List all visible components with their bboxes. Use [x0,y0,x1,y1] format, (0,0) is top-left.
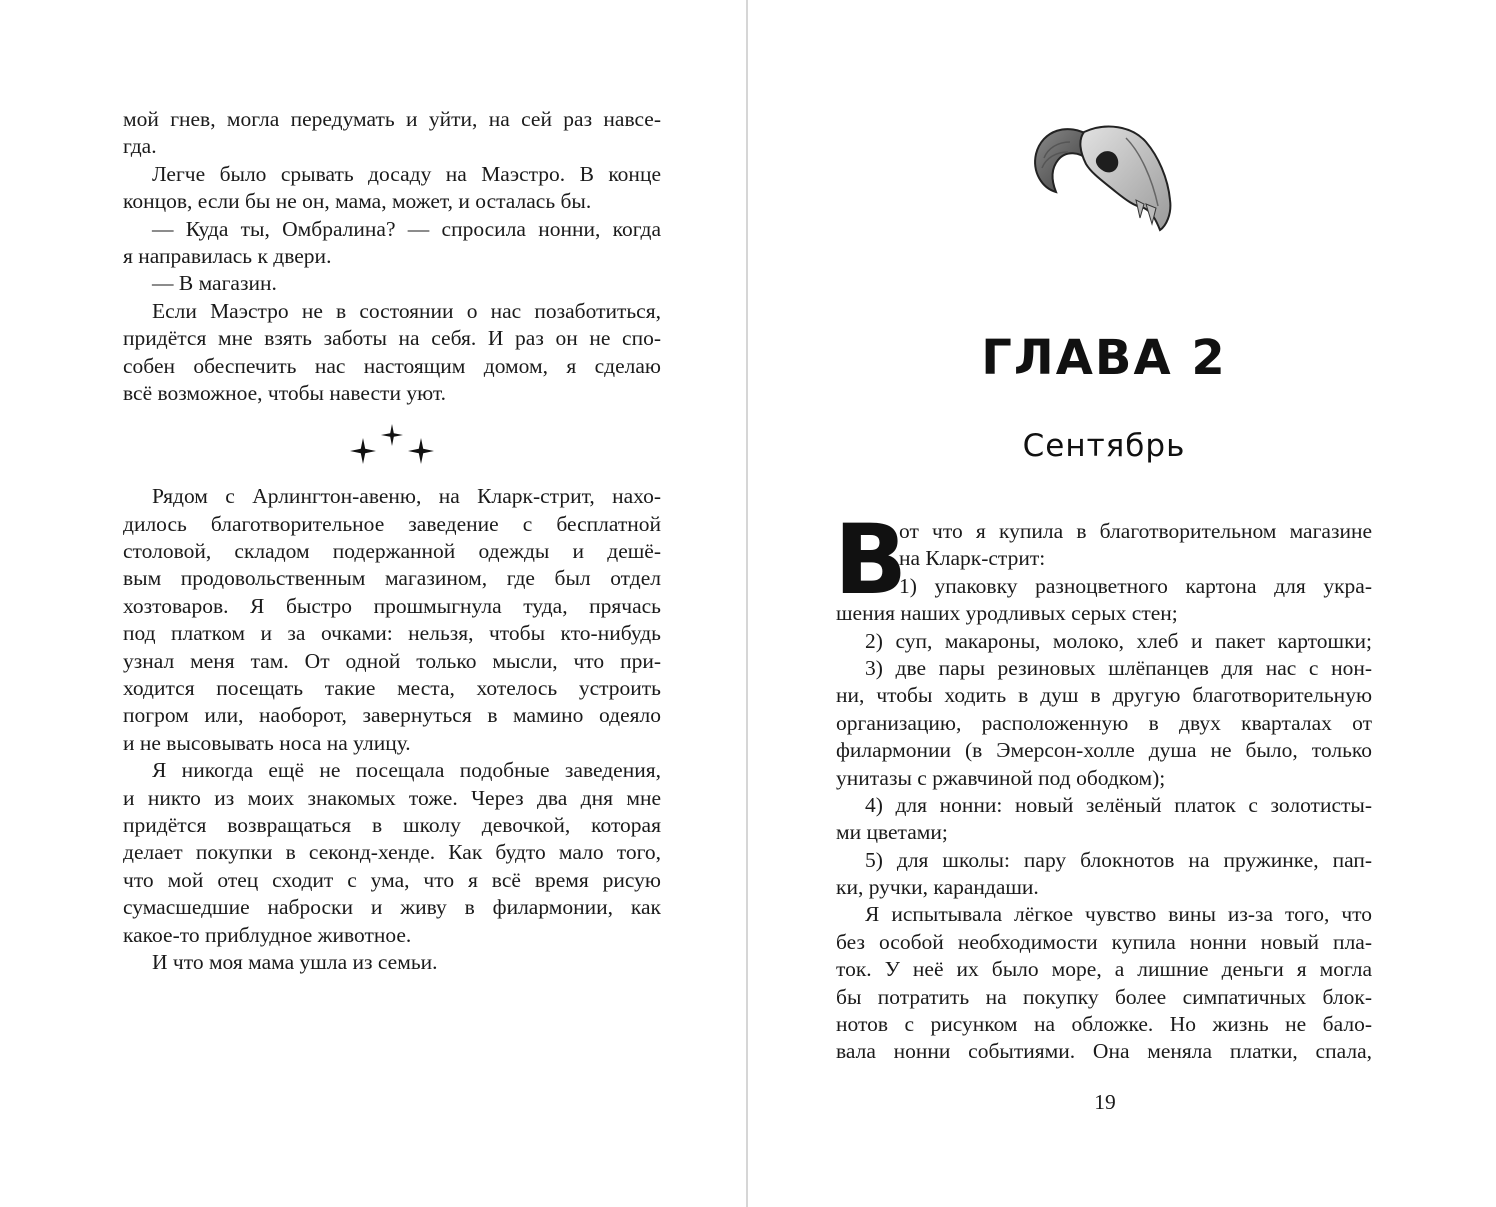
section-separator [123,407,661,483]
text-line: вала нонни событиями. Она меняла платки, спала, [836,1039,1372,1064]
text-line: унитазы с ржавчиной под ободком); [836,765,1166,790]
text-line: я направилась к двери. [123,243,332,268]
text-line: придётся возвращаться в школу девочкой, которая [123,812,661,837]
text-line: под платком и за очками: нельзя, чтобы кто-нибудь [123,621,661,646]
text-line: узнал меня там. От одной только мысли, что при- [123,648,661,673]
chapter-title: ГЛАВА 2 [981,330,1227,386]
text-line: Легче было срывать досаду на Маэстро. В конце [152,161,661,186]
text-line: организацию, расположенную в двух кварталах от [836,710,1372,735]
text-line: сумасшедшие наброски и живу в филармонии, как [123,895,661,920]
text-line: собен обеспечить нас настоящим домом, я сделаю [123,353,661,378]
text-line: от что я купила в благотворительном магазине [899,519,1372,543]
text-line: Я никогда ещё не посещала подобные заведения, [152,758,661,783]
text-line: вым продовольственным магазином, где был отдел [123,566,661,591]
text-line: без особой необходимости купила нонни новый пла- [836,929,1372,954]
text-line: 1) упаковку разноцветного картона для укра- [899,573,1372,598]
page-number: 19 [1094,1090,1116,1114]
text-line: — В магазин. [152,271,277,296]
text-line: погром или, наоборот, завернуться в мамино одеяло [123,703,661,728]
right-page-body [836,518,1372,1066]
text-line: Если Маэстро не в состоянии о нас позаботиться, [152,298,661,323]
text-line: ток. У неё их было море, а лишние деньги я могла [836,957,1372,982]
text-line: 4) для нонни: новый зелёный платок с золотисты- [865,792,1372,817]
text-line: И что моя мама ушла из семьи. [152,949,438,974]
drop-cap: В [834,504,908,616]
text-line: что мой отец сходит с ума, что я всё время рисую [123,867,661,892]
text-line: на Кларк-стрит: [899,546,1046,571]
text-line: ходится посещать такие места, хотелось устроить [123,676,661,701]
chapter-subtitle: Сентябрь [1022,428,1186,464]
text-line: ни, чтобы ходить в душ в другую благотворительную [836,683,1372,708]
text-line: делает покупки в секонд-хенде. Как будто мало того, [123,840,661,865]
left-page [123,106,661,976]
sparkle-stars-icon [347,422,437,468]
text-line: шения наших уродливых серых стен; [836,601,1178,626]
text-line: всё возможное, чтобы навести уют. [123,380,447,405]
ram-skull-icon [1028,108,1178,236]
text-line: Я испытывала лёгкое чувство вины из-за того, что [865,902,1372,927]
text-line: 5) для школы: пару блокнотов на пружинке, пап- [865,847,1372,872]
text-line: нотов с рисунком на обложке. Но жизнь не бало- [836,1012,1372,1037]
text-line: концов, если бы не он, мама, может, и осталась бы. [123,189,592,214]
text-line: 2) суп, макароны, молоко, хлеб и пакет картошки; [865,628,1372,653]
text-line: и никто из моих знакомых тоже. Через два дня мне [123,785,661,810]
text-line: гда. [123,134,157,159]
text-line: дилось благотворительное заведение с бесплатной [123,511,661,536]
text-line: — Куда ты, Омбралина? — спросила нонни, когда [152,216,661,241]
text-line: бы потратить на покупку более симпатичных блок- [836,984,1372,1009]
text-line: мой гнев, могла передумать и уйти, на сей раз навсе- [123,107,661,131]
text-line: филармонии (в Эмерсон-холле душа не было, только [836,738,1372,763]
page-gutter [746,0,748,1207]
text-line: придётся мне взять заботы на себя. И раз он не спо- [123,326,661,351]
text-line: Рядом с Арлингтон-авеню, на Кларк-стрит, нахо- [152,484,661,509]
text-line: какое-то приблудное животное. [123,922,412,947]
text-line: столовой, складом подержанной одежды и дешё- [123,539,661,564]
text-line: хозтоваров. Я быстро прошмыгнула туда, прячась [123,593,661,618]
text-line: ки, ручки, карандаши. [836,875,1039,900]
text-line: и не высовывать носа на улицу. [123,730,411,755]
text-line: ми цветами; [836,820,948,845]
chapter-ornament [1028,108,1178,236]
text-line: 3) две пары резиновых шлёпанцев для нас с нон- [865,655,1372,680]
